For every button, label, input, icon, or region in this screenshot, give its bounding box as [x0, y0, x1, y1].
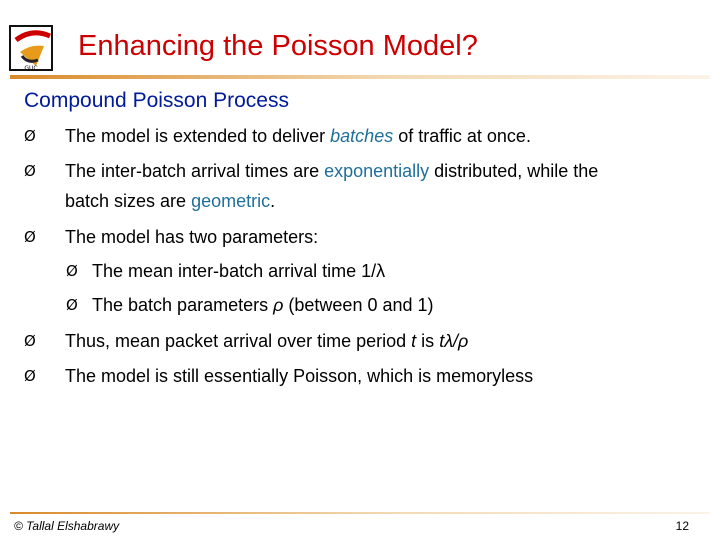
bullet-arrow-icon: Ø: [24, 127, 36, 145]
highlight-exponentially: exponentially: [324, 161, 430, 181]
bullet-inter-batch-continued: batch sizes are geometric.: [65, 191, 276, 211]
highlight-batches: batches: [330, 126, 394, 146]
bullet-arrow-icon: Ø: [24, 228, 36, 246]
title-divider: [10, 75, 710, 79]
page-number: 12: [675, 519, 689, 533]
bullet-arrow-icon: Ø: [24, 367, 36, 385]
slide-subtitle: Compound Poisson Process: [24, 89, 289, 112]
bullet-arrow-icon: Ø: [66, 262, 78, 280]
slide-title: Enhancing the Poisson Model?: [78, 30, 478, 62]
copyright: © Tallal Elshabrawy: [14, 519, 120, 533]
bullet-arrow-icon: Ø: [24, 162, 36, 180]
bullet-arrow-icon: Ø: [66, 296, 78, 314]
logo-text: GUC: [24, 65, 38, 72]
highlight-geometric: geometric: [191, 191, 271, 211]
guc-logo-icon: [8, 22, 56, 74]
bullet-arrow-icon: Ø: [24, 332, 36, 350]
footer-divider: [10, 512, 710, 514]
